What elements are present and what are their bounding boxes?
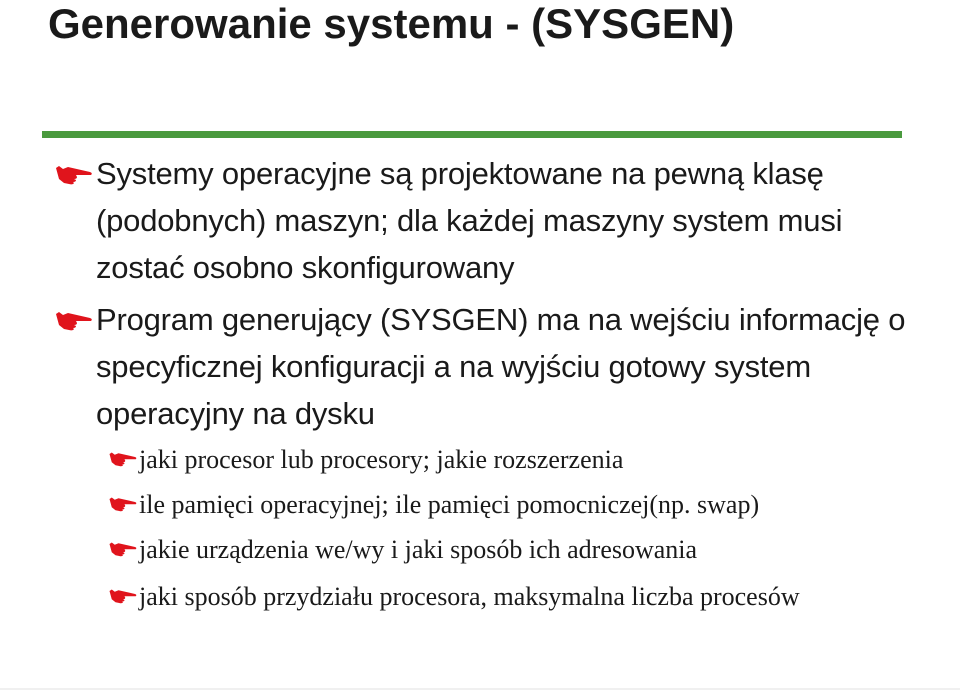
bullet-item: Program generujący (SYSGEN) ma na wejściu informację o specyficznej konfiguracji a na wyjściu gotowy system operacyjny na dysku (54, 296, 914, 437)
title-divider (42, 131, 902, 138)
pointing-hand-icon (108, 540, 138, 557)
sub-bullet-item: ile pamięci operacyjnej; ile pamięci pomocniczej(np. swap) (108, 486, 928, 523)
pointing-hand-icon (54, 309, 94, 331)
bullet-item: Systemy operacyjne są projektowane na pewną klasę (podobnych) maszyn; dla każdej maszyny system musi zostać osobno skonfigurowany (54, 150, 914, 291)
pointing-hand-icon (108, 450, 138, 467)
slide-title: Generowanie systemu - (SYSGEN) (48, 0, 735, 47)
pointing-hand-icon (54, 163, 94, 185)
sub-bullet-item: jaki sposób przydziału procesora, maksymalna liczba procesów (108, 578, 928, 615)
pointing-hand-icon (108, 495, 138, 512)
bottom-border (0, 688, 960, 690)
pointing-hand-icon (108, 587, 138, 604)
sub-bullet-item: jakie urządzenia we/wy i jaki sposób ich adresowania (108, 531, 928, 568)
sub-bullet-item: jaki procesor lub procesory; jakie rozszerzenia (108, 441, 928, 478)
